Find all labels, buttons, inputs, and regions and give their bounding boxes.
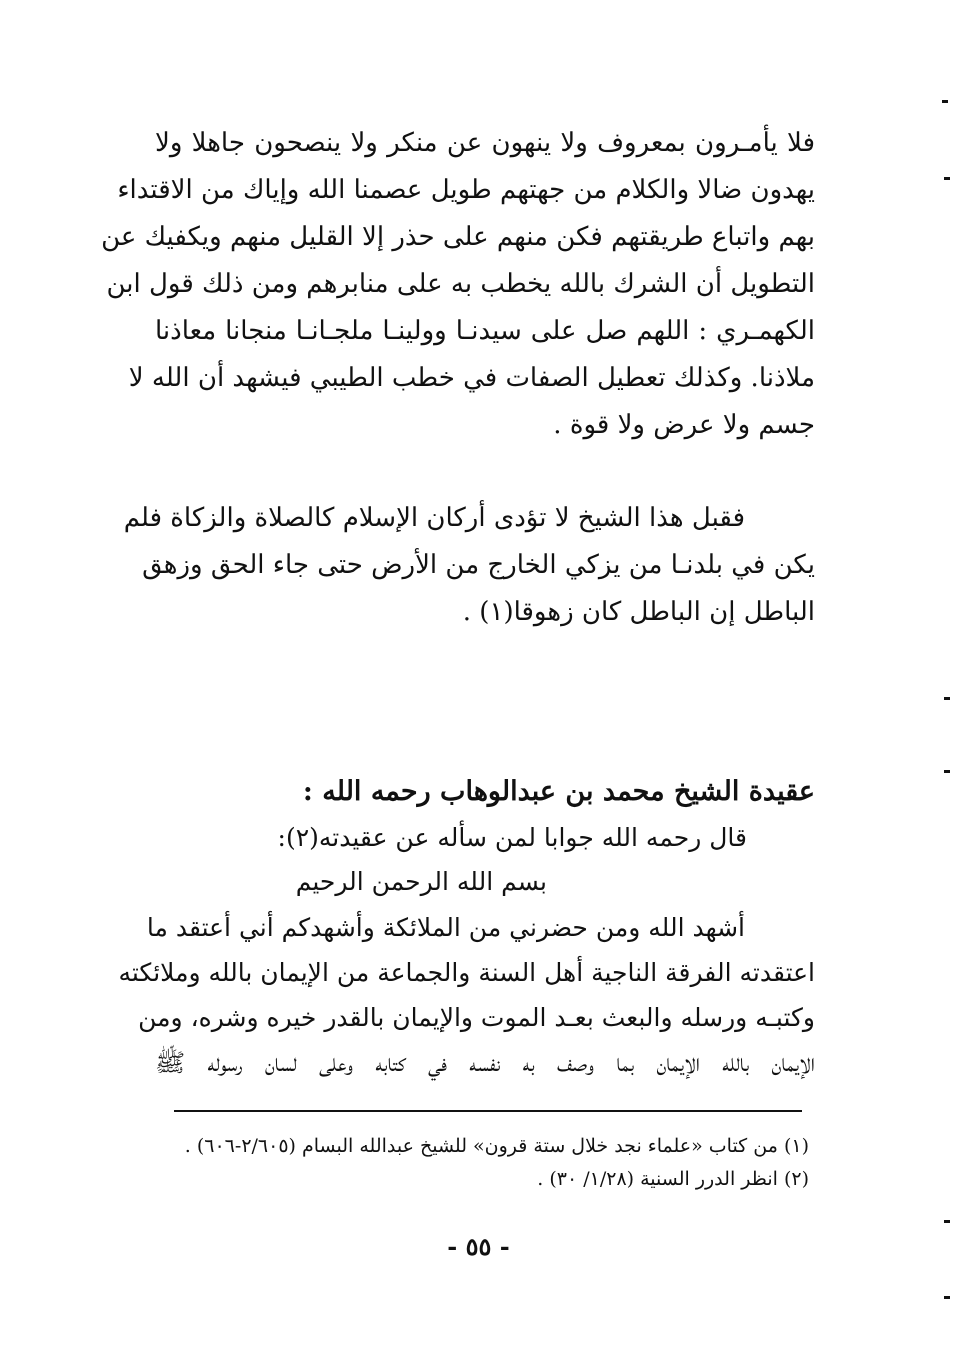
text-line: وكتبـه ورسله والبعث بعـد الموت والإيمان بالقدر خيره وشره، ومن [138,1003,815,1032]
scan-mark [944,1296,950,1299]
footnote-separator [174,1110,802,1112]
paragraph-3 [118,905,815,1085]
intro-line: قال رحمه الله جوابا لمن سأله عن عقيدته(٢): [277,823,747,852]
scan-mark [942,100,948,103]
scan-mark [944,770,950,773]
text-line: أشهد الله ومن حضرني من الملائكة وأشهدكم أني أعتقد ما [146,913,745,942]
text-line: فقبل هذا الشيخ لا تؤدى أركان الإسلام كالصلاة والزكاة فلم [123,503,745,533]
text-line: جسم ولا عرض ولا قوة . [553,410,815,440]
text-line: الباطل إن الباطل كان زهوقا(١) . [462,597,815,627]
paragraph-1 [101,120,815,449]
section-heading: عقيدة الشيخ محمد بن عبدالوهاب رحمه الله : [302,776,815,807]
scan-mark [944,697,950,700]
text-line: الكهمـري : اللهم صل على سيدنـا وولينـا ملجـانـا منجانا معاذنا [155,316,815,346]
text-line: بهم واتباع طريقتهم فكن منهم على حذر إلا القليل منهم ويكفيك عن [101,222,815,252]
paragraph-2 [123,495,815,636]
footnote-2: (٢) انظر الدرر السنية (١/٢٨/ ٣٠) . [537,1168,809,1190]
footnote-1: (١) من كتاب «علماء نجد خلال ستة قرون» للشيخ عبدالله البسام (٢/٦٠٥-٦٠٦) . [184,1135,809,1157]
text-line: فلا يأمـرون بمعروف ولا ينهون عن منكر ولا ينصحون جاهلا ولا [155,128,815,158]
basmala: بسم الله الرحمن الرحيم [295,867,547,896]
text-line: يكن في بلدنـا من يزكي الخارج من الأرض حتى جاء الحق وزهق [142,550,815,580]
scan-mark [944,177,950,180]
text-line: ملاذنا. وكذلك تعطيل الصفات في خطب الطيبي فيشهد أن الله لا [128,363,815,393]
footnotes [169,1130,809,1196]
text-line: اعتقدته الفرقة الناجية أهل السنة والجماعة من الإيمان بالله وملائكته [118,958,815,987]
scan-mark [944,1220,950,1223]
page-number: - ٥٥ - [447,1232,510,1261]
text-line: التطويل أن الشرك بالله يخطب به على منابرهم ومن ذلك قول ابن [106,269,815,299]
text-line: يهدون ضالا والكلام من جهتهم طويل عصمنا الله وإياك من الاقتداء [117,175,815,205]
text-line: الإيمان بالله الإيمان بما وصف به نفسه في كتابه وعلى لسان رسوله ﷺ [155,1048,815,1077]
